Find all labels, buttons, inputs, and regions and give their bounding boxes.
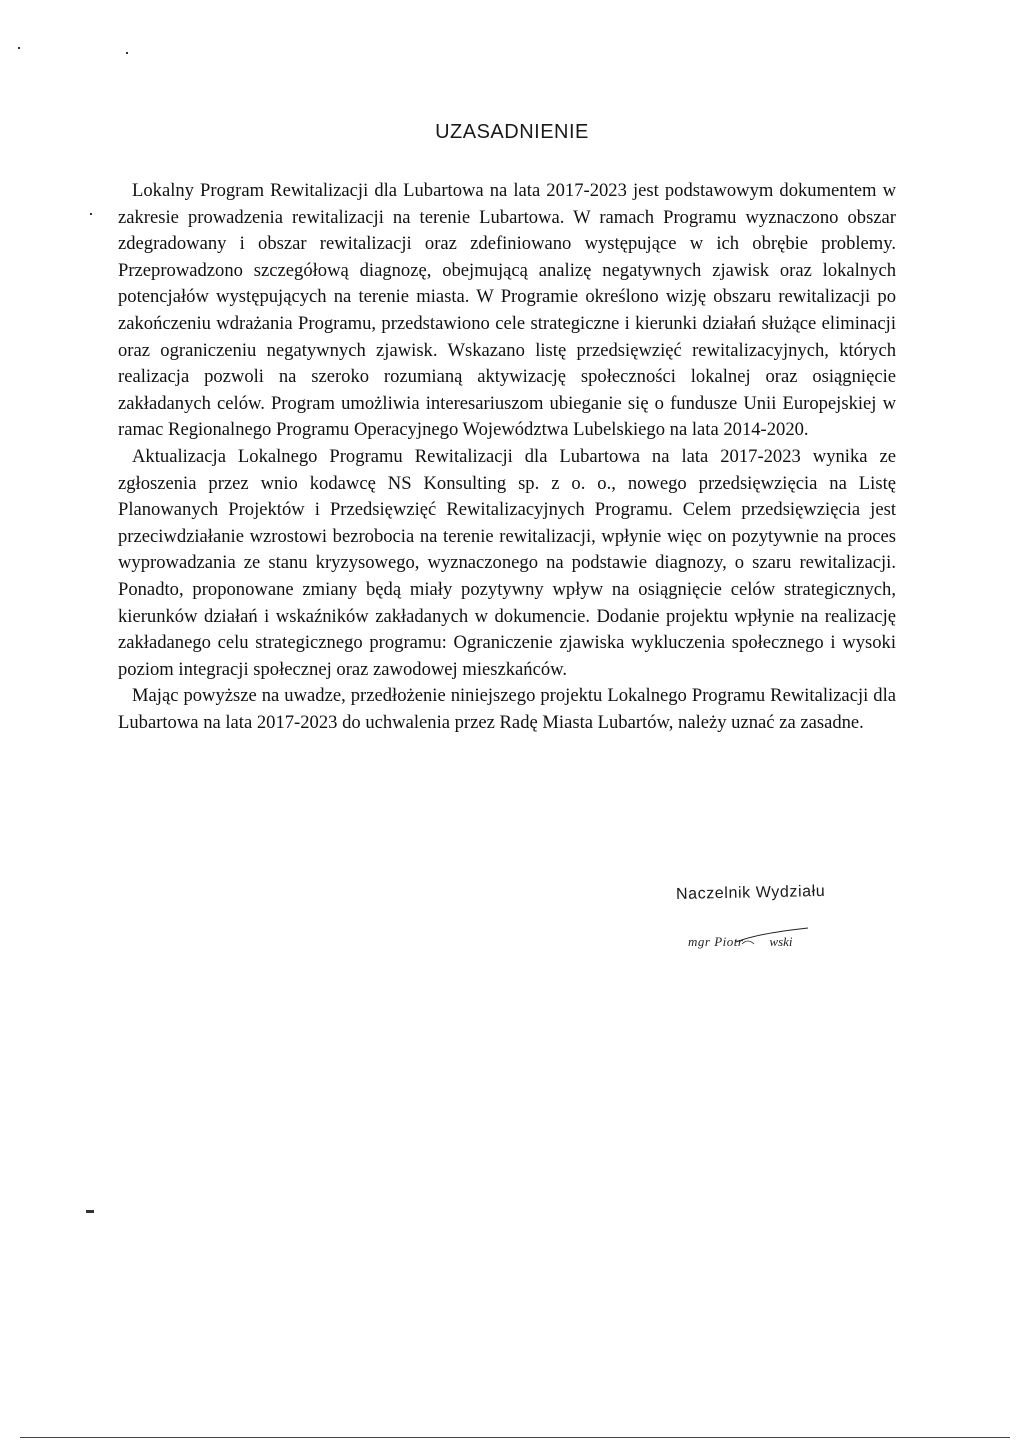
signature-flourish-icon xyxy=(732,926,812,946)
paragraph-1: Lokalny Program Rewitalizacji dla Lubartowa na lata 2017-2023 jest podstawowym dokumentem w zakresie prowadzenia rewitalizacji na terenie Lubartowa. W ramach Programu wyznaczono obszar zdegradowany i obszar rewitalizacji oraz zdefiniowano występujące w ich obrębie problemy. Przeprowadzono szczegółową diagnozę, obejmującą analizę negatywnych zjawisk oraz lokalnych potencjałów występujących na terenie miasta. W Programie określono wizję obszaru rewitalizacji po zakończeniu wdrażania Programu, przedstawiono cele strategiczne i kierunki działań służące eliminacji oraz ograniczeniu negatywnych zjawisk. Wskazano listę przedsięwzięć rewitalizacyjnych, których realizacja pozwoli na szeroko rozumianą aktywizację społeczności lokalnej oraz osiągnięcie zakładanych celów. Program umożliwia interesariuszom ubieganie się o fundusze Unii Europejskiej w ramac Regionalnego Programu Operacyjnego Województwa Lubelskiego na lata 2014-2020. xyxy=(118,180,896,441)
signature-title: Naczelnik Wydziału xyxy=(675,882,826,903)
signature-name-last: wski xyxy=(769,934,793,949)
paragraph-2: Aktualizacja Lokalnego Programu Rewitalizacji dla Lubartowa na lata 2017-2023 wynika ze zgłoszenia przez wnio kodawcę NS Konsulting sp. z o. o., nowego przedsięwzięcia na Listę Planowanych Projektów i Przedsięwzięć Rewitalizacyjnych Programu. Celem przedsięwzięcia jest przeciwdziałanie wzrostowi bezrobocia na terenie rewitalizacji, wpłynie więc on pozytywnie na proces wyprowadzania ze stanu kryzysowego, wyznaczonego na podstawie diagnozy, o szaru rewitalizacji. Ponadto, proponowane zmiany będą miały pozytywny wpływ na osiągnięcie celów strategicznych, kierunków działań i wskaźników zakładanych w dokumencie. Dodanie projektu wpłynie na realizację zakładanego celu strategicznego programu: Ograniczenie zjawiska wykluczenia społecznego i wysoki poziom integracji społecznej oraz zawodowej mieszkańców. xyxy=(118,445,896,680)
scan-speck xyxy=(90,213,92,215)
scan-speck xyxy=(126,52,128,54)
document-title: UZASADNIENIE xyxy=(435,121,589,143)
paragraph-3: Mając powyższe na uwadze, przedłożenie niniejszego projektu Lokalnego Programu Rewitalizacji dla Lubartowa na lata 2017-2023 do uchwalenia przez Radę Miasta Lubartów, należy uznać za zasadne. xyxy=(118,685,896,733)
scan-bottom-edge xyxy=(20,1437,1010,1438)
scan-speck xyxy=(18,47,20,49)
signature-block xyxy=(675,882,976,950)
scan-speck xyxy=(86,1210,94,1213)
signature-stamp xyxy=(688,934,976,950)
document-body xyxy=(118,178,896,736)
signature-name-first: mgr Piotr xyxy=(688,934,744,949)
